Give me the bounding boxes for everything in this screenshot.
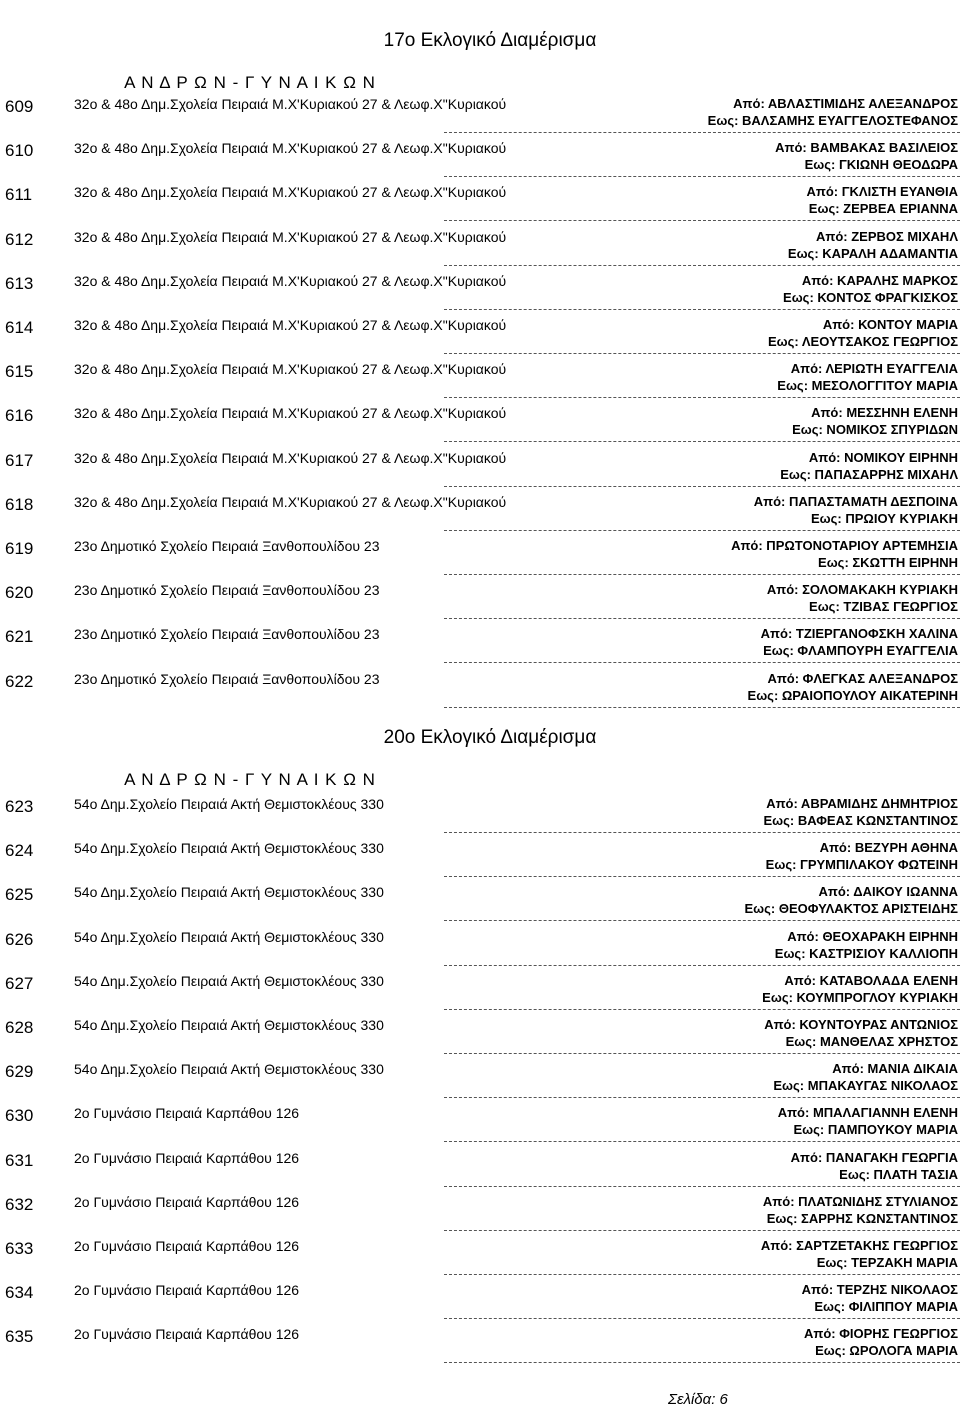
range-from: Από: ΣΟΛΟΜΑΚΑΚΗ ΚΥΡΙΑΚΗ [766, 582, 958, 598]
range-from: Από: ΦΙΟΡΗΣ ΓΕΩΡΓΙΟΣ [803, 1326, 958, 1342]
school-address: 54ο Δημ.Σχολείο Πειραιά Ακτή Θεμιστοκλέους 330 [74, 1017, 384, 1033]
dashed-separator [444, 1362, 960, 1363]
range-to: Εως: ΠΡΩΙΟΥ ΚΥΡΙΑΚΗ [811, 510, 958, 526]
station-number: 624 [5, 841, 34, 861]
range-to: Εως: ΖΕΡΒΕΑ ΕΡΙΑΝΝΑ [808, 201, 958, 217]
school-address: 2ο Γυμνάσιο Πειραιά Καρπάθου 126 [74, 1238, 300, 1254]
table-row [0, 1326, 960, 1370]
table-row [0, 973, 960, 1017]
district-title: 20ο Εκλογικό Διαμέρισμα [383, 727, 597, 748]
school-address: 2ο Γυμνάσιο Πειραιά Καρπάθου 126 [74, 1326, 300, 1343]
school-address: 54ο Δημ.Σχολείο Πειραιά Ακτή Θεμιστοκλέους 330 [74, 884, 384, 901]
table-row [0, 884, 960, 928]
school-address: 23ο Δημοτικό Σχολείο Πειραιά Ξανθοπουλίδου 23 [74, 582, 380, 599]
school-address: 2ο Γυμνάσιο Πειραιά Καρπάθου 126 [74, 1193, 300, 1210]
table-row [0, 1194, 960, 1238]
table-row [0, 929, 960, 973]
station-number: 620 [5, 583, 34, 603]
dashed-separator [444, 1274, 960, 1275]
school-address: 54ο Δημ.Σχολείο Πειραιά Ακτή Θεμιστοκλέους 330 [74, 928, 384, 945]
school-address: 32ο & 48ο Δημ.Σχολεία Πειραιά Μ.Χ'Κυριακού 27 & Λεωφ.Χ"Κυριακού [74, 449, 507, 466]
station-number: 609 [5, 97, 34, 116]
school-address: 32ο & 48ο Δημ.Σχολεία Πειραιά Μ.Χ'Κυριακού 27 & Λεωφ.Χ"Κυριακού [74, 493, 507, 510]
table-row [0, 1017, 960, 1061]
table-row [0, 1150, 960, 1194]
range-from: Από: ΚΟΝΤΟΥ ΜΑΡΙΑ [822, 317, 958, 332]
range-from: Από: ΠΡΩΤΟΝΟΤΑΡΙΟΥ ΑΡΤΕΜΗΣΙΑ [731, 538, 958, 553]
station-number: 621 [5, 627, 34, 647]
school-address: 32ο & 48ο Δημ.Σχολεία Πειραιά Μ.Χ'Κυριακού 27 & Λεωφ.Χ"Κυριακού [74, 96, 507, 112]
station-number: 633 [5, 1239, 34, 1258]
school-address: 32ο & 48ο Δημ.Σχολεία Πειραιά Μ.Χ'Κυριακού 27 & Λεωφ.Χ"Κυριακού [74, 317, 507, 333]
station-number: 613 [5, 273, 34, 293]
school-address: 32ο & 48ο Δημ.Σχολεία Πειραιά Μ.Χ'Κυριακού 27 & Λεωφ.Χ"Κυριακού [74, 228, 507, 245]
range-from: Από: ΛΕΡΙΩΤΗ ΕΥΑΓΓΕΛΙΑ [790, 361, 958, 377]
range-to: Εως: ΦΙΛΙΠΠΟΥ ΜΑΡΙΑ [814, 1299, 958, 1315]
table-row [0, 1282, 960, 1326]
range-to: Εως: ΠΛΑΤΗ ΤΑΣΙΑ [839, 1166, 958, 1182]
range-to: Εως: ΓΡΥΜΠΙΛΑΚΟΥ ΦΩΤΕΙΝΗ [765, 857, 958, 873]
school-address: 54ο Δημ.Σχολείο Πειραιά Ακτή Θεμιστοκλέους 330 [74, 1061, 384, 1078]
table-row [0, 1238, 960, 1282]
school-address: 32ο & 48ο Δημ.Σχολεία Πειραιά Μ.Χ'Κυριακού 27 & Λεωφ.Χ"Κυριακού [74, 405, 507, 422]
range-from: Από: ΘΕΟΧΑΡΑΚΗ ΕΙΡΗΝΗ [787, 928, 958, 944]
school-address: 2ο Γυμνάσιο Πειραιά Καρπάθου 126 [74, 1105, 300, 1122]
dashed-separator [444, 1141, 960, 1142]
station-number: 625 [5, 885, 34, 905]
dashed-separator [444, 1230, 960, 1231]
station-number: 629 [5, 1062, 34, 1082]
station-number: 622 [5, 671, 34, 691]
station-number: 631 [5, 1150, 34, 1170]
station-number: 630 [5, 1106, 34, 1126]
range-to: Εως: ΠΑΜΠΟΥΚΟΥ ΜΑΡΙΑ [793, 1122, 958, 1138]
page-number: Σελίδα: 6 [668, 1391, 728, 1408]
station-number: 628 [5, 1018, 34, 1037]
station-number: 627 [5, 973, 34, 993]
range-from: Από: ΦΛΕΓΚΑΣ ΑΛΕΞΑΝΔΡΟΣ [767, 670, 958, 686]
table-row [0, 796, 960, 840]
range-from: Από: ΚΑΤΑΒΟΛΑΔΑ ΕΛΕΝΗ [784, 972, 958, 988]
range-to: Εως: ΘΕΟΦΥΛΑΚΤΟΣ ΑΡΙΣΤΕΙΔΗΣ [744, 901, 958, 917]
range-from: Από: ΖΕΡΒΟΣ ΜΙΧΑΗΛ [816, 228, 958, 244]
range-from: Από: ΚΑΡΑΛΗΣ ΜΑΡΚΟΣ [801, 272, 958, 288]
school-address: 2ο Γυμνάσιο Πειραιά Καρπάθου 126 [74, 1282, 300, 1299]
range-to: Εως: ΤΕΡΖΑΚΗ ΜΑΡΙΑ [816, 1255, 958, 1270]
dashed-separator [444, 965, 960, 966]
range-from: Από: ΑΒΡΑΜΙΔΗΣ ΔΗΜΗΤΡΙΟΣ [766, 796, 958, 811]
dashed-separator [444, 1318, 960, 1319]
range-to: Εως: ΚΑΣΤΡΙΣΙΟΥ ΚΑΛΛΙΟΠΗ [774, 945, 958, 961]
school-address: 54ο Δημ.Σχολείο Πειραιά Ακτή Θεμιστοκλέους 330 [74, 972, 384, 989]
dashed-separator [444, 1009, 960, 1010]
station-number: 612 [5, 229, 34, 249]
range-from: Από: ΠΑΝΑΓΑΚΗ ΓΕΩΡΓΙΑ [790, 1149, 958, 1165]
range-from: Από: ΠΑΠΑΣΤΑΜΑΤΗ ΔΕΣΠΟΙΝΑ [753, 493, 958, 509]
gender-label: Α Ν Δ Ρ Ω Ν - Γ Υ Ν Α Ι Κ Ω Ν [124, 770, 376, 789]
station-number: 632 [5, 1194, 34, 1214]
gender-label: Α Ν Δ Ρ Ω Ν - Γ Υ Ν Α Ι Κ Ω Ν [124, 73, 376, 92]
dashed-separator [444, 876, 960, 877]
range-to: Εως: ΠΑΠΑΣΑΡΡΗΣ ΜΙΧΑΗΛ [780, 466, 958, 482]
school-address: 32ο & 48ο Δημ.Σχολεία Πειραιά Μ.Χ'Κυριακού 27 & Λεωφ.Χ"Κυριακού [74, 272, 507, 289]
school-address: 32ο & 48ο Δημ.Σχολεία Πειραιά Μ.Χ'Κυριακού 27 & Λεωφ.Χ"Κυριακού [74, 140, 507, 157]
range-from: Από: ΝΟΜΙΚΟΥ ΕΙΡΗΝΗ [808, 449, 958, 465]
table-row [0, 1061, 960, 1105]
dashed-separator [444, 1053, 960, 1054]
range-to: Εως: ΚΟΝΤΟΣ ΦΡΑΓΚΙΣΚΟΣ [783, 289, 958, 305]
school-address: 54ο Δημ.Σχολείο Πειραιά Ακτή Θεμιστοκλέους 330 [74, 796, 384, 812]
school-address: 2ο Γυμνάσιο Πειραιά Καρπάθου 126 [74, 1149, 300, 1166]
table-row [0, 1105, 960, 1149]
dashed-separator [444, 1097, 960, 1098]
range-to: Εως: ΦΛΑΜΠΟΥΡΗ ΕΥΑΓΓΕΛΙΑ [763, 643, 958, 659]
range-to: Εως: ΓΚΙΩΝΗ ΘΕΟΔΩΡΑ [804, 157, 958, 173]
district-title: 17ο Εκλογικό Διαμέρισμα [383, 30, 597, 51]
school-address: 23ο Δημοτικό Σχολείο Πειραιά Ξανθοπουλίδου 23 [74, 626, 380, 643]
range-to: Εως: ΜΑΝΘΕΛΑΣ ΧΡΗΣΤΟΣ [785, 1034, 958, 1049]
range-to: Εως: ΒΑΛΣΑΜΗΣ ΕΥΑΓΓΕΛΟΣΤΕΦΑΝΟΣ [707, 113, 958, 128]
range-from: Από: ΓΚΛΙΣΤΗ ΕΥΑΝΘΙΑ [806, 184, 958, 200]
dashed-separator [444, 920, 960, 921]
station-number: 626 [5, 929, 34, 949]
table-row [0, 840, 960, 884]
range-from: Από: ΑΒΛΑΣΤΙΜΙΔΗΣ ΑΛΕΞΑΝΔΡΟΣ [733, 96, 958, 111]
range-to: Εως: ΤΖΙΒΑΣ ΓΕΩΡΓΙΟΣ [809, 599, 958, 615]
station-number: 634 [5, 1283, 34, 1303]
dashed-separator [444, 1186, 960, 1187]
school-address: 32ο & 48ο Δημ.Σχολεία Πειραιά Μ.Χ'Κυριακού 27 & Λεωφ.Χ"Κυριακού [74, 184, 507, 201]
range-to: Εως: ΝΟΜΙΚΟΣ ΣΠΥΡΙΔΩΝ [792, 422, 958, 438]
station-number: 623 [5, 797, 34, 816]
station-number: 611 [5, 185, 33, 205]
range-to: Εως: ΜΠΑΚΑΥΓΑΣ ΝΙΚΟΛΑΟΣ [773, 1078, 958, 1094]
station-number: 615 [5, 362, 34, 382]
range-to: Εως: ΚΟΥΜΠΡΟΓΛΟΥ ΚΥΡΙΑΚΗ [762, 989, 958, 1005]
range-from: Από: ΔΑΙΚΟΥ ΙΩΑΝΝΑ [818, 884, 958, 900]
range-to: Εως: ΣΑΡΡΗΣ ΚΩΝΣΤΑΝΤΙΝΟΣ [766, 1210, 958, 1226]
range-from: Από: ΜΑΝΙΑ ΔΙΚΑΙΑ [832, 1061, 958, 1077]
range-to: Εως: ΛΕΟΥΤΣΑΚΟΣ ΓΕΩΡΓΙΟΣ [768, 334, 958, 349]
school-address: 23ο Δημοτικό Σχολείο Πειραιά Ξανθοπουλίδου 23 [74, 538, 380, 554]
station-number: 610 [5, 141, 34, 161]
station-number: 619 [5, 539, 34, 558]
station-number: 617 [5, 450, 34, 470]
range-to: Εως: ΣΚΩΤΤΗ ΕΙΡΗΝΗ [818, 555, 958, 570]
range-to: Εως: ΩΡΑΙΟΠΟΥΛΟΥ ΑΙΚΑΤΕΡΙΝΗ [747, 687, 958, 703]
range-from: Από: ΒΕΖΥΡΗ ΑΘΗΝΑ [819, 840, 958, 856]
school-address: 32ο & 48ο Δημ.Σχολεία Πειραιά Μ.Χ'Κυριακού 27 & Λεωφ.Χ"Κυριακού [74, 361, 507, 378]
station-number: 616 [5, 406, 34, 426]
range-from: Από: ΜΠΑΛΑΓΙΑΝΝΗ ΕΛΕΝΗ [777, 1105, 958, 1121]
range-from: Από: ΠΛΑΤΩΝΙΔΗΣ ΣΤΥΛΙΑΝΟΣ [762, 1193, 958, 1209]
range-to: Εως: ΒΑΦΕΑΣ ΚΩΝΣΤΑΝΤΙΝΟΣ [763, 813, 958, 828]
school-address: 23ο Δημοτικό Σχολείο Πειραιά Ξανθοπουλίδου 23 [74, 670, 380, 687]
range-to: Εως: ΜΕΣΟΛΟΓΓΙΤΟΥ ΜΑΡΙΑ [777, 378, 958, 394]
range-from: Από: ΤΕΡΖΗΣ ΝΙΚΟΛΑΟΣ [801, 1282, 958, 1298]
station-number: 635 [5, 1327, 34, 1347]
range-to: Εως: ΚΑΡΑΛΗ ΑΔΑΜΑΝΤΙΑ [787, 245, 958, 261]
range-from: Από: ΜΕΣΣΗΝΗ ΕΛΕΝΗ [811, 405, 958, 421]
dashed-separator [444, 832, 960, 833]
range-from: Από: ΚΟΥΝΤΟΥΡΑΣ ΑΝΤΩΝΙΟΣ [764, 1017, 958, 1032]
range-from: Από: ΣΑΡΤΖΕΤΑΚΗΣ ΓΕΩΡΓΙΟΣ [760, 1238, 958, 1253]
range-from: Από: ΤΖΙΕΡΓΑΝΟΦΣΚΗ ΧΑΛΙΝΑ [760, 626, 958, 642]
range-from: Από: ΒΑΜΒΑΚΑΣ ΒΑΣΙΛΕΙΟΣ [775, 140, 958, 156]
school-address: 54ο Δημ.Σχολείο Πειραιά Ακτή Θεμιστοκλέους 330 [74, 840, 384, 857]
station-number: 618 [5, 494, 34, 514]
range-to: Εως: ΩΡΟΛΟΓΑ ΜΑΡΙΑ [815, 1343, 958, 1359]
station-number: 614 [5, 318, 34, 337]
